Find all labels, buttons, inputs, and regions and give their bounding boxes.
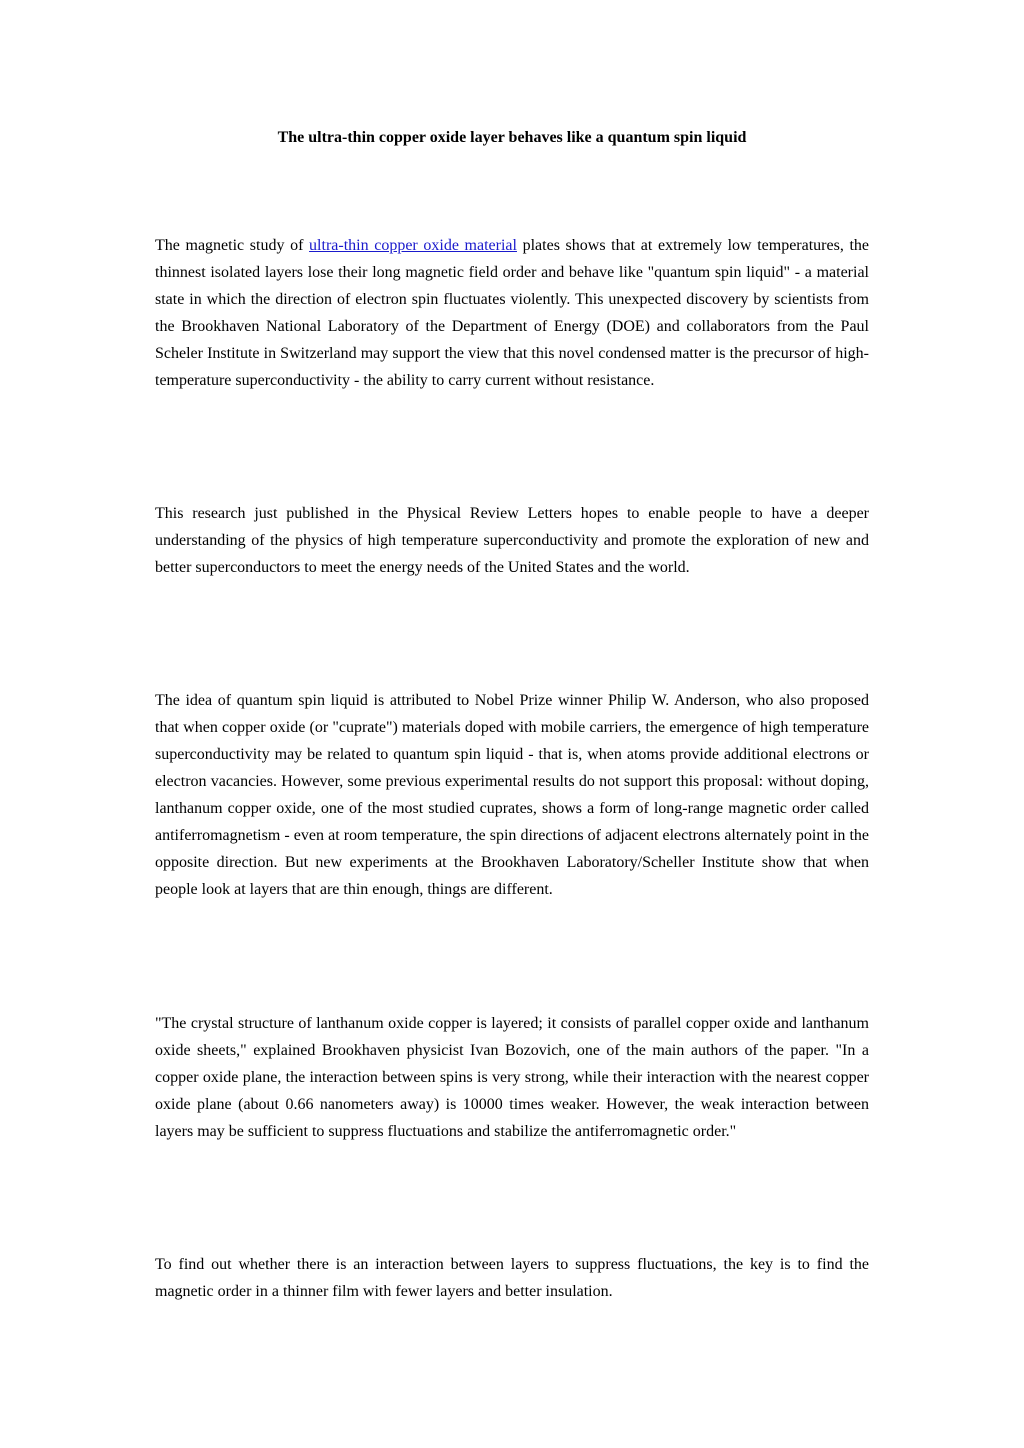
- paragraph-5: To find out whether there is an interaction between layers to suppress fluctuations, the key is to find the magnetic order in a thinner film with fewer layers and better insulation.: [155, 1256, 869, 1300]
- paragraph-1-intro: The magnetic study of: [155, 237, 310, 254]
- paragraph-3: The idea of quantum spin liquid is attributed to Nobel Prize winner Philip W. Anderson, who also proposed that when copper oxide (or "cuprate") materials doped with mobile carriers, the emergence of high temperature superconductivity may be related to quantum spin liquid - that is, when atoms provide additional electrons or electron vacancies. However, some previous experimental results do not support this proposal: without doping, lanthanum copper oxide, one of the most studied cuprates, shows a form of long-range magnetic order called antiferromagnetism - even at room temperature, the spin directions of adjacent electrons alternately point in the opposite direction. But new experiments at the Brookhaven Laboratory/Scheller Institute show that when people look at layers that are thin enough, things are different.: [155, 692, 869, 898]
- paragraph-1-body: plates shows that at extremely low temperatures, the thinnest isolated layers lose their long magnetic field order and behave like "quantum spin liquid" - a material state in which the direction of electron spin fluctuates violently. This unexpected discovery by scientists from the Brookhaven National Laboratory of the Department of Energy (DOE) and collaborators from the Paul Scheler Institute in Switzerland may support the view that this novel condensed matter is the precursor of high-temperature superconductivity - the ability to carry current without resistance.: [155, 237, 870, 389]
- paragraph-1: [155, 232, 869, 394]
- paragraph-4: "The crystal structure of lanthanum oxide copper is layered; it consists of parallel copper oxide and lanthanum oxide sheets," explained Brookhaven physicist Ivan Bozovich, one of the main authors of the paper. "In a copper oxide plane, the interaction between spins is very strong, while their interaction with the nearest copper oxide plane (about 0.66 nanometers away) is 10000 times weaker. However, the weak interaction between layers may be sufficient to suppress fluctuations and stabilize the antiferromagnetic order.": [155, 1015, 869, 1140]
- document-title: The ultra-thin copper oxide layer behaves like a quantum spin liquid: [277, 129, 747, 146]
- copper-oxide-material-link[interactable]: ultra-thin copper oxide material: [309, 237, 517, 254]
- paragraph-2: This research just published in the Physical Review Letters hopes to enable people to have a deeper understanding of the physics of high temperature superconductivity and promote the exploration of new and better superconductors to meet the energy needs of the United States and the world.: [155, 505, 869, 576]
